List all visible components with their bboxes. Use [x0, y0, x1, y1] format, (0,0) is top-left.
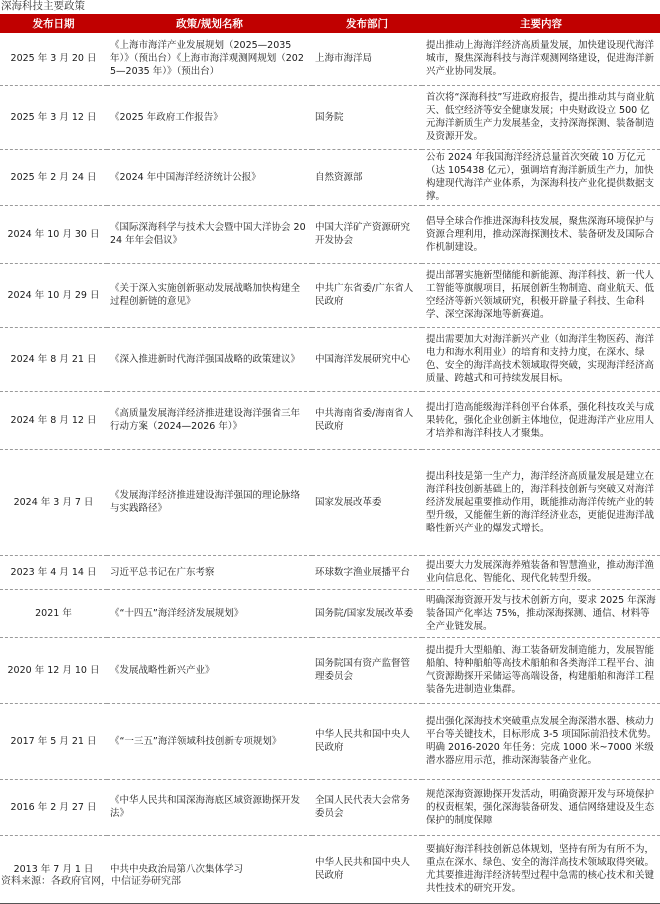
row-date: 2024 年 8 月 12 日: [10, 414, 97, 426]
row-date: 2025 年 3 月 20 日: [10, 53, 97, 65]
row-content: 提出部署实施新型储能和新能源、海洋科技、新一代人工智能等旗舰项目，拓展创新生物制造、商业航天、低空经济等新兴领域研究，积极开辟量子科技、生命科学、深空深海深地等新赛道。: [426, 270, 655, 320]
policy-table: [0, 14, 660, 904]
table-row: [0, 589, 660, 637]
row-policy-name: 《高质量发展海洋经济推进建设海洋强省三年行动方案（2024—2026 年）》: [110, 408, 301, 432]
table-row: [0, 637, 660, 703]
table-row: [0, 703, 660, 779]
row-policy-name: 《“十四五”海洋经济发展规划》: [110, 607, 244, 619]
row-policy-name: 《国际深海科学与技术大会暨中国大洋协会 2024 年年会倡议》: [110, 222, 306, 246]
row-date: 2025 年 2 月 24 日: [10, 171, 97, 183]
row-date: 2017 年 5 月 21 日: [10, 735, 97, 747]
row-content: 提出提升大型船舶、海工装备研发制造能力，发展智能船舶、特种船舶等高技术船舶和各类海洋工程平台、油气资源勘探开采储运等高端设备，构建船舶和海洋工程装备先进制造业集群。: [426, 645, 655, 695]
row-date: 2016 年 2 月 27 日: [10, 801, 97, 813]
row-department: 中共广东省委/广东省人民政府: [315, 283, 414, 307]
row-policy-name: 《深入推进新时代海洋强国战略的政策建议》: [110, 353, 301, 365]
row-content: 提出要大力发展深海养殖装备和智慧渔业，推动海洋渔业向信息化、智能化、现代化转型升级。: [426, 560, 655, 584]
table-header-row: [0, 14, 660, 33]
row-department: 上海市海洋局: [315, 53, 373, 65]
row-department: 中华人民共和国中央人民政府: [315, 857, 411, 881]
row-date: 2020 年 12 月 10 日: [7, 664, 100, 676]
row-content: 提出需要加大对海洋新兴产业（如海洋生物医药、海洋电力和海水利用业）的培育和支持力度，在深水、绿色、安全的海洋高技术领域取得突破，实现海洋经济高质量、跨越式和可持续发展目标。: [426, 334, 655, 384]
row-date: 2023 年 4 月 14 日: [10, 566, 97, 578]
row-content: 明确深海资源开发与技术创新方向，要求 2025 年深海装备国产化率达 75%，推动深海探测、通信、材料等全产业链发展。: [426, 594, 656, 632]
row-content: 要搞好海洋科技创新总体规划，坚持有所为有所不为，重点在深水、绿色、安全的海洋高技术领域取得突破。尤其要推进海洋经济转型过程中急需的核心技术和关键共性技术的研究开发。: [426, 844, 655, 894]
row-policy-name: 《关于深入实施创新驱动发展战略加快构建全过程创新链的意见》: [110, 283, 301, 307]
table-row: [0, 449, 660, 555]
row-department: 中国大洋矿产资源研究开发协会: [315, 222, 411, 246]
table-row: [0, 263, 660, 327]
row-content: 提出强化深海技术突破重点发展全海深潜水器、核动力平台等关键技术，目标形成 3-5 项国际前沿技术优势。明确 2016-2020 年任务：完成 1000 米~7000 米级潜水器应用示范，推动深海装备产业化。: [426, 716, 657, 766]
row-department: 国务院/国家发展改革委: [315, 607, 414, 619]
header-content: 主要内容: [520, 18, 562, 30]
table-row: [0, 327, 660, 391]
row-content: 倡导全球合作推进深海科技发展，聚焦深海环境保护与资源合理利用，推动深海探测技术、装备研发及国际合作机制建设。: [426, 215, 655, 253]
row-policy-name: 《发展战略性新兴产业》: [110, 664, 215, 676]
table-row: [0, 779, 660, 835]
table-title: 深海科技主要政策: [1, 0, 85, 12]
row-department: 中共海南省委/海南省人民政府: [315, 408, 414, 432]
row-date: 2021 年: [35, 607, 72, 619]
table-row: [0, 149, 660, 205]
table-row: [0, 205, 660, 263]
row-date: 2024 年 10 月 29 日: [7, 289, 100, 301]
header-date: 发布日期: [32, 18, 75, 30]
row-department: 全国人民代表大会常务委员会: [315, 795, 411, 819]
table-row: [0, 85, 660, 149]
row-content: 提出推动上海海洋经济高质量发展，加快建设现代海洋城市，聚焦深海科技与海洋观测网络建设，促进海洋新兴产业协同发展。: [426, 40, 655, 78]
row-policy-name: 《发展海洋经济推进建设海洋强国的理论脉络与实践路径》: [110, 490, 301, 514]
row-policy-name: 中共中央政治局第八次集体学习: [110, 863, 244, 875]
table-row: [0, 391, 660, 449]
header-policy-name: 政策/规划名称: [176, 18, 243, 30]
row-content: 提出打造高能级海洋科创平台体系，强化科技攻关与成果转化，强化企业创新主体地位，促进海洋产业应用人才培养和海洋科技人才聚集。: [426, 401, 655, 439]
row-policy-name: 习近平总书记在广东考察: [110, 566, 215, 578]
header-department: 发布部门: [346, 18, 388, 30]
row-policy-name: 《2025 年政府工作报告》: [110, 111, 223, 123]
row-department: 中国海洋发展研究中心: [315, 353, 411, 365]
row-date: 2024 年 3 月 7 日: [13, 496, 94, 508]
row-date: 2013 年 7 月 1 日: [13, 863, 94, 875]
row-content: 公布 2024 年我国海洋经济总量首次突破 10 万亿元（达 105438 亿元），强调培育海洋新质生产力，加快构建现代海洋产业体系，为深海科技产业化提供数据支撑。: [426, 152, 655, 202]
table-row: [0, 555, 660, 589]
row-date: 2024 年 10 月 30 日: [7, 228, 100, 240]
row-department: 环球数字渔业展播平台: [315, 566, 411, 578]
row-department: 自然资源部: [315, 171, 363, 183]
table-row: [0, 835, 660, 903]
row-policy-name: 《上海市海洋产业发展规划（2025—2035 年）》（预出台）《上海市海洋观测网规划（2025—2035 年）》（预出台）: [110, 40, 304, 78]
row-content: 规范深海资源勘探开发活动，明确资源开发与环境保护的权责框架，强化深海装备研发、通信网络建设及生态保护的制度保障: [426, 788, 655, 826]
row-date: 2025 年 3 月 12 日: [10, 111, 97, 123]
table-row: [0, 33, 660, 85]
row-department: 国务院: [315, 111, 344, 123]
row-policy-name: 《2024 年中国海洋经济统计公报》: [110, 171, 261, 183]
row-department: 国家发展改革委: [315, 496, 382, 508]
row-policy-name: 《“一三五”海洋领域科技创新专项规划》: [110, 735, 282, 747]
row-department: 中华人民共和国中央人民政府: [315, 729, 411, 753]
source-note: 资料来源：各政府官网，中信证券研究部: [1, 876, 181, 887]
row-content: 首次将“深海科技”写进政府报告，提出推动其与商业航天、低空经济等安全健康发展；中央财政设立 500 亿元海洋新质生产力发展基金，支持深海探测、装备制造及资源开发。: [426, 92, 655, 142]
row-department: 国务院国有资产监督管理委员会: [315, 658, 411, 682]
row-date: 2024 年 8 月 21 日: [10, 353, 97, 365]
row-content: 提出科技是第一生产力，海洋经济高质量发展是建立在海洋科技创新基础上的，海洋科技创新与突破又对海洋经济发展起重要推动作用，既能推动海洋传统产业的转型升级，又能催生新的海洋经济业态，更能促进海洋战略性新兴产业的爆发式增长。: [426, 470, 655, 534]
row-policy-name: 《中华人民共和国深海海底区域资源勘探开发法》: [110, 795, 301, 819]
